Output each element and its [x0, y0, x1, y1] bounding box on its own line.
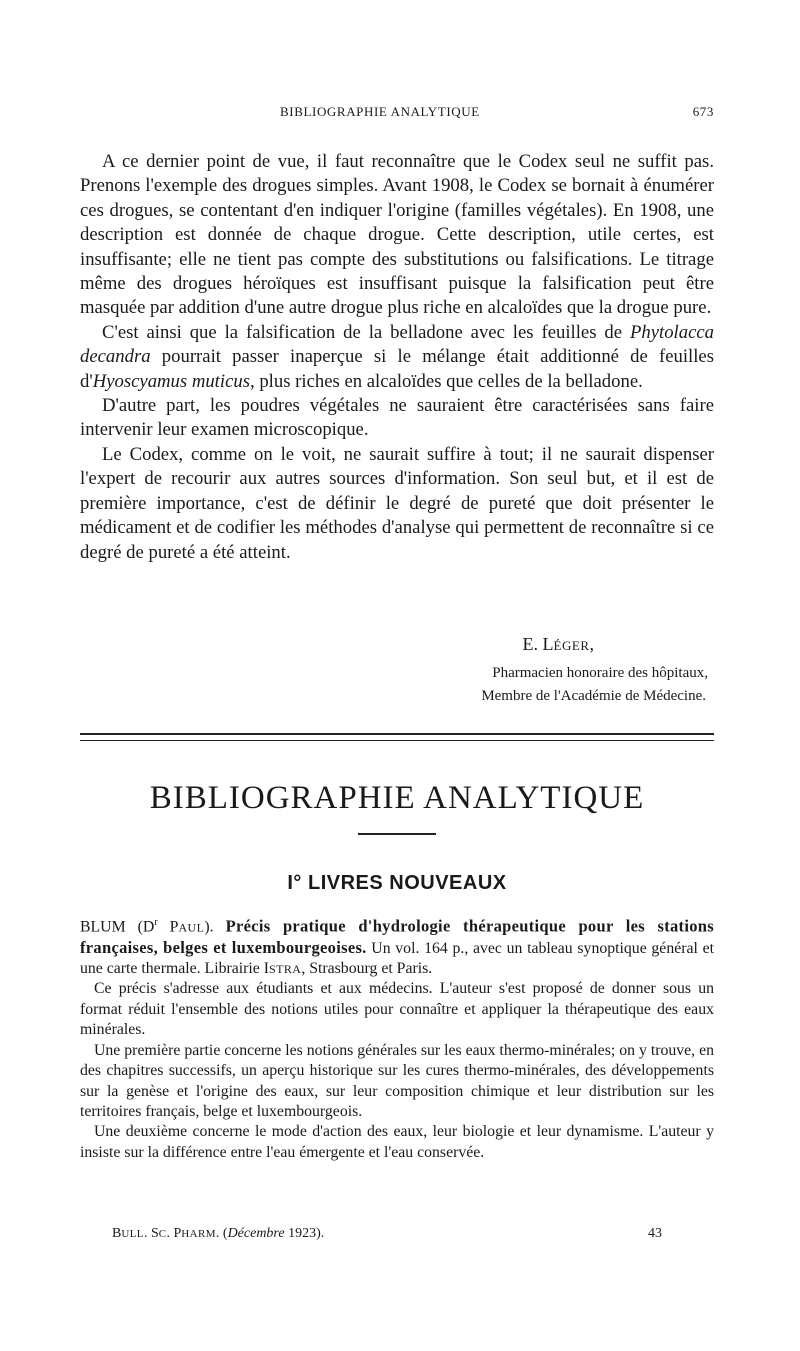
section-title: BIBLIOGRAPHIE ANALYTIQUE: [149, 780, 645, 816]
paragraph-poudres: D'autre part, les poudres végétales ne sauraient être caractérisées sans faire intervenir leur examen microscopique.: [80, 395, 714, 441]
entry-citation: BLUM ($D^r$ PAUL). Précis pratique d'hydrologie thérapeutique pour les stations françaises, belges et luxembourgeoises. Un vol. 164 p., avec un tableau synoptique général et une carte thermale. Librairie ISTRA, Strasbourg et Paris.: [80, 916, 714, 978]
section-divider-top: [80, 733, 714, 735]
paragraph-belladone: C'est ainsi que la falsification de la belladone avec les feuilles de Phytolacca decandra pourrait passer inaperçue si le mélange était additionné de feuilles d'Hyoscyamus muticus, plus riches en alcaloïdes que celles de la belladone.: [80, 321, 715, 392]
bibliography-entry: [80, 913, 714, 1163]
entry-paragraph: Une deuxième concerne le mode d'action des eaux, leur biologie et leur dynamisme. L'auteur y insiste sur la différence entre l'eau émergente et l'eau conservée.: [80, 1123, 714, 1161]
signature-number: 43: [648, 1226, 662, 1241]
book-title: Précis pratique d'hydrologie thérapeutique pour les stations françaises, belges et luxembourgeoises.: [80, 916, 714, 957]
paragraph-codex-limits: A ce dernier point de vue, il faut reconnaître que le Codex seul ne suffit pas. Prenons l'exemple des drogues simples. Avant 1908, le Codex se bornait à énumérer ces drogues, se contentant d'en indiquer l'origine (familles végétales). En 1908, une description est donnée de chaque drogue. Cette description, utile certes, est insuffisante; elle ne tient pas compte des substitutions ou falsifications. Le titrage même des drogues héroïques est insuffisant puisque la falsification peut être masquée par addition d'une autre drogue plus riche en alcaloïdes que la drogue pure.: [80, 151, 714, 319]
section-divider-bottom: [80, 740, 714, 741]
running-title: BIBLIOGRAPHIE ANALYTIQUE: [280, 104, 480, 119]
subsection-title: I° LIVRES NOUVEAUX: [287, 872, 507, 894]
journal-reference: BULL. SC. PHARM. (Décembre 1923).: [112, 1226, 325, 1241]
species-name: Phytolacca decandra: [80, 321, 715, 368]
species-name: Hyoscyamus muticus: [92, 370, 250, 392]
paragraph-conclusion: Le Codex, comme on le voit, ne saurait suffire à tout; il ne saurait dispenser l'expert de recourir aux autres sources d'information. Son seul but, et il est de première importance, c'est de définir le degré de pureté que doit présenter le médicament et de codifier les méthodes d'analyse qui permettent de reconnaître si ce degré de pureté a été atteint.: [80, 443, 714, 563]
entry-paragraph: Une première partie concerne les notions générales sur les eaux thermo-minérales; on y trouve, en des chapitres successifs, un aperçu historique sur les cures thermo-minérales, des développements sur la genèse et l'origine des eaux, sur leur composition chimique et leur distribution sur les territoires français, belge et luxembourgeois.: [80, 1041, 714, 1120]
author-signature: E. LÉGER,: [522, 634, 594, 654]
entry-paragraph: Ce précis s'adresse aux étudiants et aux médecins. L'auteur s'est proposé de donner sous un format réduit l'ensemble des notions utiles pour connaître et appliquer la thérapeutique des eaux minérales.: [80, 980, 714, 1039]
page-number: 673: [692, 104, 714, 119]
author-title-line2: Membre de l'Académie de Médecine.: [481, 688, 706, 704]
title-underline: [358, 833, 436, 835]
author-title-line1: Pharmacien honoraire des hôpitaux,: [492, 665, 708, 681]
article-text: [80, 150, 714, 565]
